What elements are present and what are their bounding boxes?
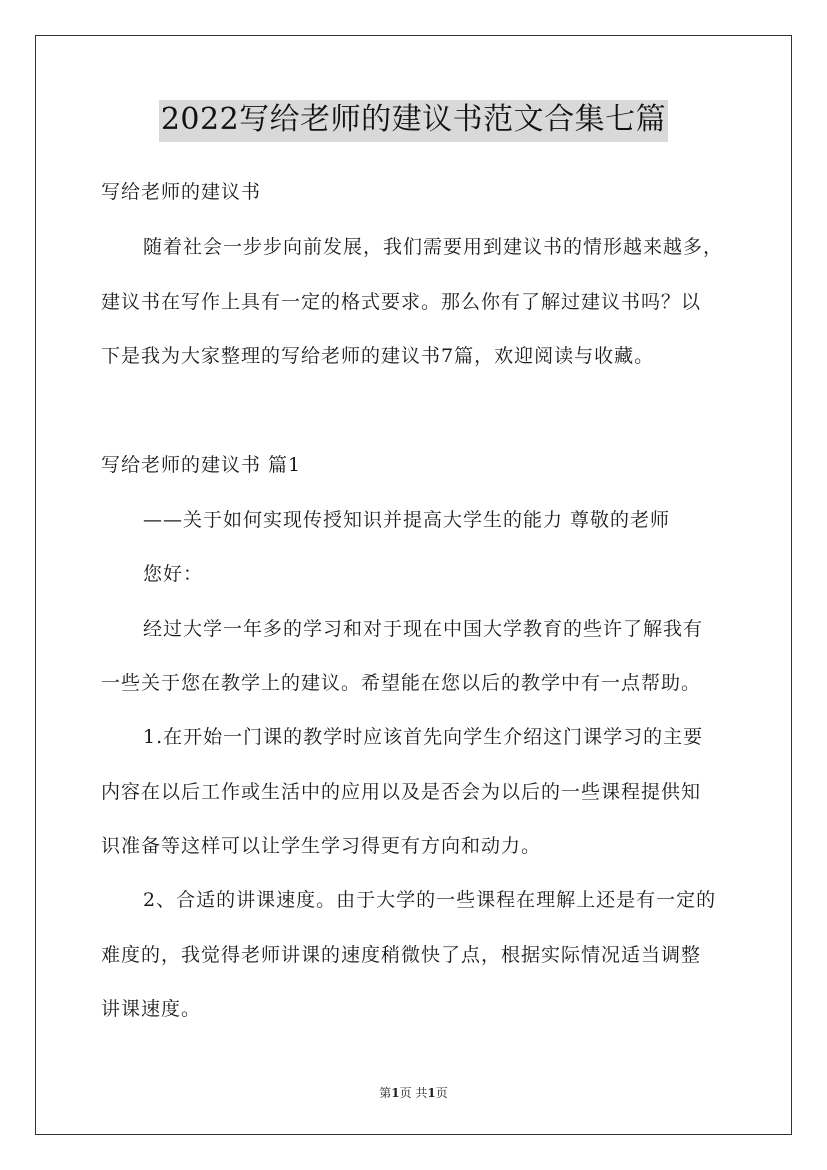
footer-suffix: 页 [435,1086,448,1100]
point-2-line-1: 2、合适的讲课速度。由于大学的一些课程在理解上还是有一定的 [143,889,717,911]
footer-middle: 页 共 [399,1086,428,1100]
point-1-line-1: 1.在开始一门课的教学时应该首先向学生介绍这门课学习的主要 [143,726,704,748]
intro-line-1: 随着社会一步步向前发展，我们需要用到建议书的情形越来越多， [143,236,724,258]
title-container [0,100,827,142]
section-heading: 写给老师的建议书 [101,181,262,203]
intro-line-2: 建议书在写作上具有一定的格式要求。那么你有了解过建议书吗？以 [101,291,702,313]
footer-total-pages: 1 [427,1086,436,1100]
intro-line-3: 下是我为大家整理的写给老师的建议书7篇，欢迎阅读与收藏。 [101,345,655,367]
point-2-line-2: 难度的，我觉得老师讲课的速度稍微快了点，根据实际情况适当调整 [101,944,702,966]
body-line-2: 一些关于您在教学上的建议。希望能在您以后的教学中有一点帮助。 [101,672,702,694]
footer-prefix: 第 [379,1086,392,1100]
point-2-line-3: 讲课速度。 [101,998,202,1020]
article-subtitle: ——关于如何实现传授知识并提高大学生的能力 尊敬的老师 [143,509,671,531]
point-1-line-3: 识准备等这样可以让学生学习得更有方向和动力。 [101,835,542,857]
article-heading: 写给老师的建议书 篇1 [101,454,302,476]
page-footer [0,1085,827,1101]
document-title: 2022写给老师的建议书范文合集七篇 [159,100,668,142]
point-1-line-2: 内容在以后工作或生活中的应用以及是否会为以后的一些课程提供知 [101,781,702,803]
greeting: 您好： [143,563,204,585]
body-line-1: 经过大学一年多的学习和对于现在中国大学教育的些许了解我有 [143,618,704,640]
footer-page-number: 1 [391,1086,400,1100]
